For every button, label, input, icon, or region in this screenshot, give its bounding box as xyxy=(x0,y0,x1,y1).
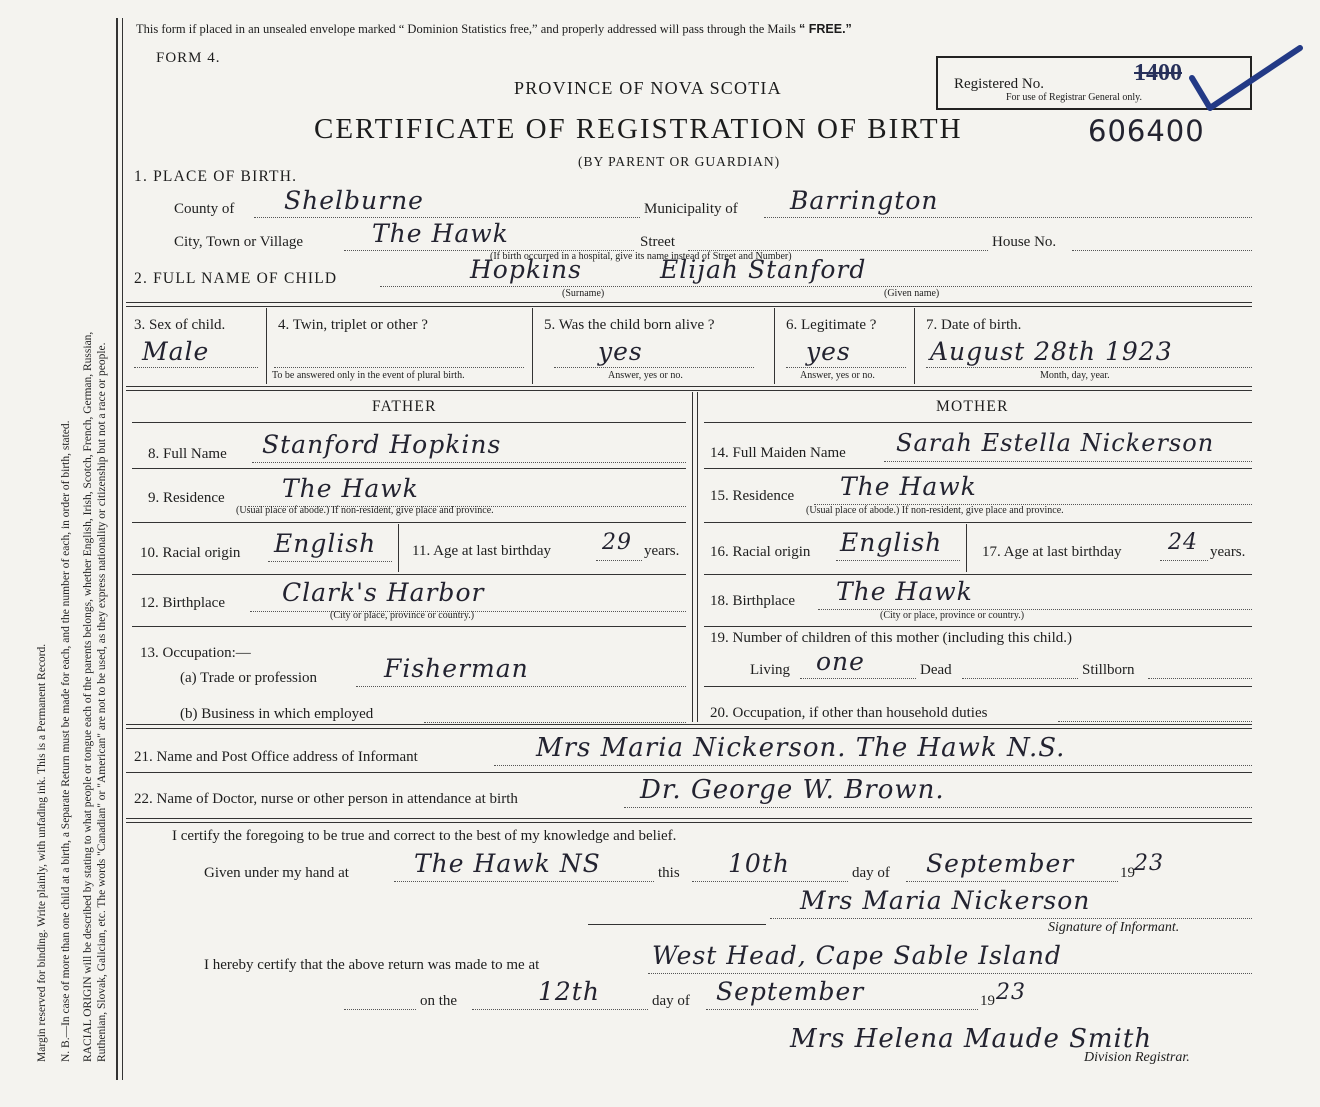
father-trade-line xyxy=(356,686,686,687)
alive-label: 5. Was the child born alive ? xyxy=(544,317,715,333)
father-age-line xyxy=(596,560,642,561)
divider-3-4 xyxy=(266,308,267,384)
rule-mother-14 xyxy=(704,468,1252,469)
rule-parents-bottom xyxy=(126,724,1252,725)
rule-doctor-2 xyxy=(126,822,1252,823)
mother-race-value: English xyxy=(840,528,943,557)
father-race-label: 10. Racial origin xyxy=(140,545,241,561)
hospital-note: (If birth occurred in a hospital, give its name instead of Street and Number) xyxy=(490,251,792,262)
registrar-day-of-label: day of xyxy=(652,993,690,1009)
mother-dead-line xyxy=(962,678,1078,679)
municipality-line xyxy=(764,217,1252,218)
registrar-year-value: 23 xyxy=(996,980,1026,1005)
parents-divider-2 xyxy=(697,392,698,722)
father-trade-value: Fisherman xyxy=(384,654,529,683)
rule-mother-16 xyxy=(704,574,1252,575)
registered-label: Registered No. xyxy=(954,76,1044,92)
divider-10-11 xyxy=(398,524,399,572)
informant-line xyxy=(494,765,1252,766)
divider-6-7 xyxy=(914,308,915,384)
mother-living-line xyxy=(800,678,916,679)
municipality-label: Municipality of xyxy=(644,201,738,217)
father-business-label: (b) Business in which employed xyxy=(180,706,374,722)
twin-note: To be answered only in the event of plural birth. xyxy=(272,370,465,381)
registrar-signature: Mrs Helena Maude Smith xyxy=(790,1024,1153,1054)
father-birthplace-label: 12. Birthplace xyxy=(140,595,225,611)
given-day-of-label: day of xyxy=(852,865,890,881)
check-mark-icon xyxy=(1188,44,1304,118)
mother-age-unit: years. xyxy=(1210,544,1246,560)
mother-birthplace-label: 18. Birthplace xyxy=(710,593,795,609)
mother-race-label: 16. Racial origin xyxy=(710,544,811,560)
father-age-value: 29 xyxy=(602,530,632,555)
mother-birthplace-value: The Hawk xyxy=(836,577,973,606)
registrar-blank-line xyxy=(344,1009,416,1010)
divider-4-5 xyxy=(532,308,533,384)
rule-row-bottom xyxy=(126,386,1252,387)
margin-note-racial-origin: RACIAL ORIGIN will be described by stating to what people or tongue each of the parents belongs, whether English, Irish, Scotch, French, German, Russian, xyxy=(82,331,94,1062)
house-label: House No. xyxy=(992,234,1057,250)
certificate-title: CERTIFICATE OF REGISTRATION OF BIRTH xyxy=(314,113,963,145)
mother-stillborn-label: Stillborn xyxy=(1082,662,1135,678)
registrar-day-value: 12th xyxy=(538,977,600,1006)
mother-name-label: 14. Full Maiden Name xyxy=(710,445,846,461)
registrar-place-line xyxy=(648,973,1252,974)
margin-note-racial-origin-cont: Ruthenian, Slovak, Galician, etc. The words "Canadian" or "American" are not to be used, as they express nationality or citizenship but not a race or people. xyxy=(96,342,108,1062)
rule-father-9 xyxy=(132,522,686,523)
registrar-month-line xyxy=(706,1009,978,1010)
given-year-value: 23 xyxy=(1134,851,1164,876)
father-heading: FATHER xyxy=(372,398,437,415)
father-name-value: Stanford Hopkins xyxy=(262,430,502,459)
county-line xyxy=(254,217,640,218)
father-age-unit: years. xyxy=(644,543,680,559)
registrar-month-value: September xyxy=(716,977,865,1006)
dob-note: Month, day, year. xyxy=(1040,370,1110,381)
legitimate-note: Answer, yes or no. xyxy=(800,370,875,381)
twin-line xyxy=(274,367,524,368)
father-residence-note: (Usual place of abode.) If non-resident, give place and province. xyxy=(236,505,494,516)
child-name-label: 2. FULL NAME OF CHILD xyxy=(134,270,338,287)
city-value: The Hawk xyxy=(372,219,509,248)
mother-living-value: one xyxy=(816,647,865,676)
mother-children-label: 19. Number of children of this mother (including this child.) xyxy=(710,630,1073,646)
given-label: Given under my hand at xyxy=(204,865,349,881)
given-name-note: (Given name) xyxy=(884,288,940,299)
margin-rule xyxy=(116,18,118,1080)
informant-signature: Mrs Maria Nickerson xyxy=(800,886,1091,915)
rule-mother-19 xyxy=(704,686,1252,687)
rule-mother-15 xyxy=(704,522,1252,523)
dob-line xyxy=(926,367,1252,368)
sex-line xyxy=(134,367,258,368)
mother-race-line xyxy=(836,560,960,561)
child-given-name: Elijah Stanford xyxy=(660,255,867,284)
rule-father-8 xyxy=(132,468,686,469)
house-line xyxy=(1072,250,1252,251)
certificate-number: 606400 xyxy=(1088,114,1205,148)
mail-free: “ FREE.” xyxy=(799,22,852,36)
given-place-value: The Hawk NS xyxy=(414,849,601,878)
alive-line xyxy=(554,367,754,368)
mother-heading: MOTHER xyxy=(936,398,1009,415)
father-race-value: English xyxy=(274,529,377,558)
mother-stillborn-line xyxy=(1148,678,1252,679)
informant-value: Mrs Maria Nickerson. The Hawk N.S. xyxy=(536,733,1066,763)
province-heading: PROVINCE OF NOVA SCOTIA xyxy=(514,78,782,98)
rule-child-top xyxy=(126,302,1252,303)
mail-notice xyxy=(136,22,852,37)
mother-name-value: Sarah Estella Nickerson xyxy=(896,429,1215,457)
registered-note: For use of Registrar General only. xyxy=(1006,92,1142,103)
mother-birthplace-note: (City or place, province or country.) xyxy=(880,610,1025,621)
rule-heading-right xyxy=(704,422,1252,423)
father-age-label: 11. Age at last birthday xyxy=(412,543,551,559)
legitimate-value: yes xyxy=(806,337,851,366)
margin-rule-inner xyxy=(122,18,123,1080)
margin-note-multiple-births: N. B.—In case of more than one child at a birth, a Separate Return must be made for each, and the number of each, in order of birth, stated. xyxy=(60,420,72,1062)
mother-residence-value: The Hawk xyxy=(840,472,977,501)
father-residence-label: 9. Residence xyxy=(148,490,225,506)
rule-father-12 xyxy=(132,626,686,627)
father-trade-label: (a) Trade or profession xyxy=(180,670,318,686)
father-occupation-label: 13. Occupation:— xyxy=(140,645,251,661)
sex-value: Male xyxy=(142,337,210,366)
mother-name-line xyxy=(884,461,1252,462)
mother-residence-note: (Usual place of abode.) If non-resident, give place and province. xyxy=(806,505,1064,516)
registrar-year-prefix: 19 xyxy=(980,993,995,1009)
registered-value: 1400 xyxy=(1134,60,1182,86)
child-name-line xyxy=(380,286,1252,287)
certify-statement: I certify the foregoing to be true and correct to the best of my knowledge and belief. xyxy=(172,828,677,844)
given-year-prefix: 19 xyxy=(1120,865,1135,881)
rule-row-bottom-2 xyxy=(126,390,1252,391)
child-surname: Hopkins xyxy=(470,255,582,284)
margin-note-binding: Margin reserved for binding. Write plainly, with unfading ink. This is a Permanent Record. xyxy=(36,643,48,1062)
certificate-subtitle: (BY PARENT OR GUARDIAN) xyxy=(578,154,781,169)
county-label: County of xyxy=(174,201,235,217)
alive-note: Answer, yes or no. xyxy=(608,370,683,381)
mother-dead-label: Dead xyxy=(920,662,952,678)
form-number: FORM 4. xyxy=(156,50,221,66)
city-label: City, Town or Village xyxy=(174,234,304,250)
doctor-value: Dr. George W. Brown. xyxy=(640,775,945,805)
registrar-place-value: West Head, Cape Sable Island xyxy=(652,941,1062,970)
rule-father-10 xyxy=(132,574,686,575)
registrar-signature-label: Division Registrar. xyxy=(1084,1050,1190,1065)
divider-5-6 xyxy=(774,308,775,384)
rule-heading-left xyxy=(132,422,686,423)
legitimate-label: 6. Legitimate ? xyxy=(786,317,877,333)
father-business-line xyxy=(424,722,686,723)
father-birthplace-value: Clark's Harbor xyxy=(282,578,485,607)
street-label: Street xyxy=(640,234,675,250)
surname-note: (Surname) xyxy=(562,288,605,299)
sex-label: 3. Sex of child. xyxy=(134,317,226,333)
given-day-line xyxy=(692,881,848,882)
informant-signature-line xyxy=(770,918,1252,919)
father-race-line xyxy=(268,561,392,562)
informant-signature-label: Signature of Informant. xyxy=(1048,920,1180,935)
registrar-on-label: on the xyxy=(420,993,458,1009)
registrar-statement: I hereby certify that the above return was made to me at xyxy=(204,957,540,973)
divider-16-17 xyxy=(966,524,967,572)
place-heading: 1. PLACE OF BIRTH. xyxy=(134,168,298,185)
mother-residence-label: 15. Residence xyxy=(710,488,795,504)
mother-living-label: Living xyxy=(750,662,790,678)
dob-value: August 28th 1923 xyxy=(930,337,1173,366)
mail-notice-text: This form if placed in an unsealed envelope marked “ Dominion Statistics free,” and properly addressed will pass through the Mails xyxy=(136,22,796,36)
given-place-line xyxy=(394,881,654,882)
registrar-day-line xyxy=(472,1009,648,1010)
father-name-label: 8. Full Name xyxy=(148,446,227,462)
rule-child-top-2 xyxy=(126,306,1252,307)
dob-label: 7. Date of birth. xyxy=(926,317,1022,333)
mother-occupation-line xyxy=(1058,721,1252,722)
parents-divider xyxy=(692,392,693,722)
doctor-label: 22. Name of Doctor, nurse or other person in attendance at birth xyxy=(134,791,518,807)
legitimate-line xyxy=(786,367,906,368)
rule-doctor xyxy=(126,818,1252,819)
given-this-label: this xyxy=(658,865,680,881)
mother-age-label: 17. Age at last birthday xyxy=(982,544,1122,560)
county-value: Shelburne xyxy=(284,186,424,215)
given-month-value: September xyxy=(926,849,1075,878)
rule-parents-bottom-2 xyxy=(126,728,1252,729)
mother-occupation-label: 20. Occupation, if other than household duties xyxy=(710,705,988,721)
doctor-line xyxy=(624,807,1252,808)
informant-label: 21. Name and Post Office address of Informant xyxy=(134,749,418,765)
short-rule xyxy=(588,924,766,925)
given-month-line xyxy=(906,881,1118,882)
father-name-line xyxy=(252,462,686,463)
municipality-value: Barrington xyxy=(790,186,939,215)
rule-informant xyxy=(126,772,1252,773)
given-day-value: 10th xyxy=(728,849,790,878)
mother-age-value: 24 xyxy=(1168,530,1198,555)
twin-label: 4. Twin, triplet or other ? xyxy=(278,317,428,333)
alive-value: yes xyxy=(598,337,643,366)
father-residence-value: The Hawk xyxy=(282,474,419,503)
rule-mother-18 xyxy=(704,626,1252,627)
father-birthplace-note: (City or place, province or country.) xyxy=(330,610,475,621)
mother-age-line xyxy=(1160,560,1208,561)
